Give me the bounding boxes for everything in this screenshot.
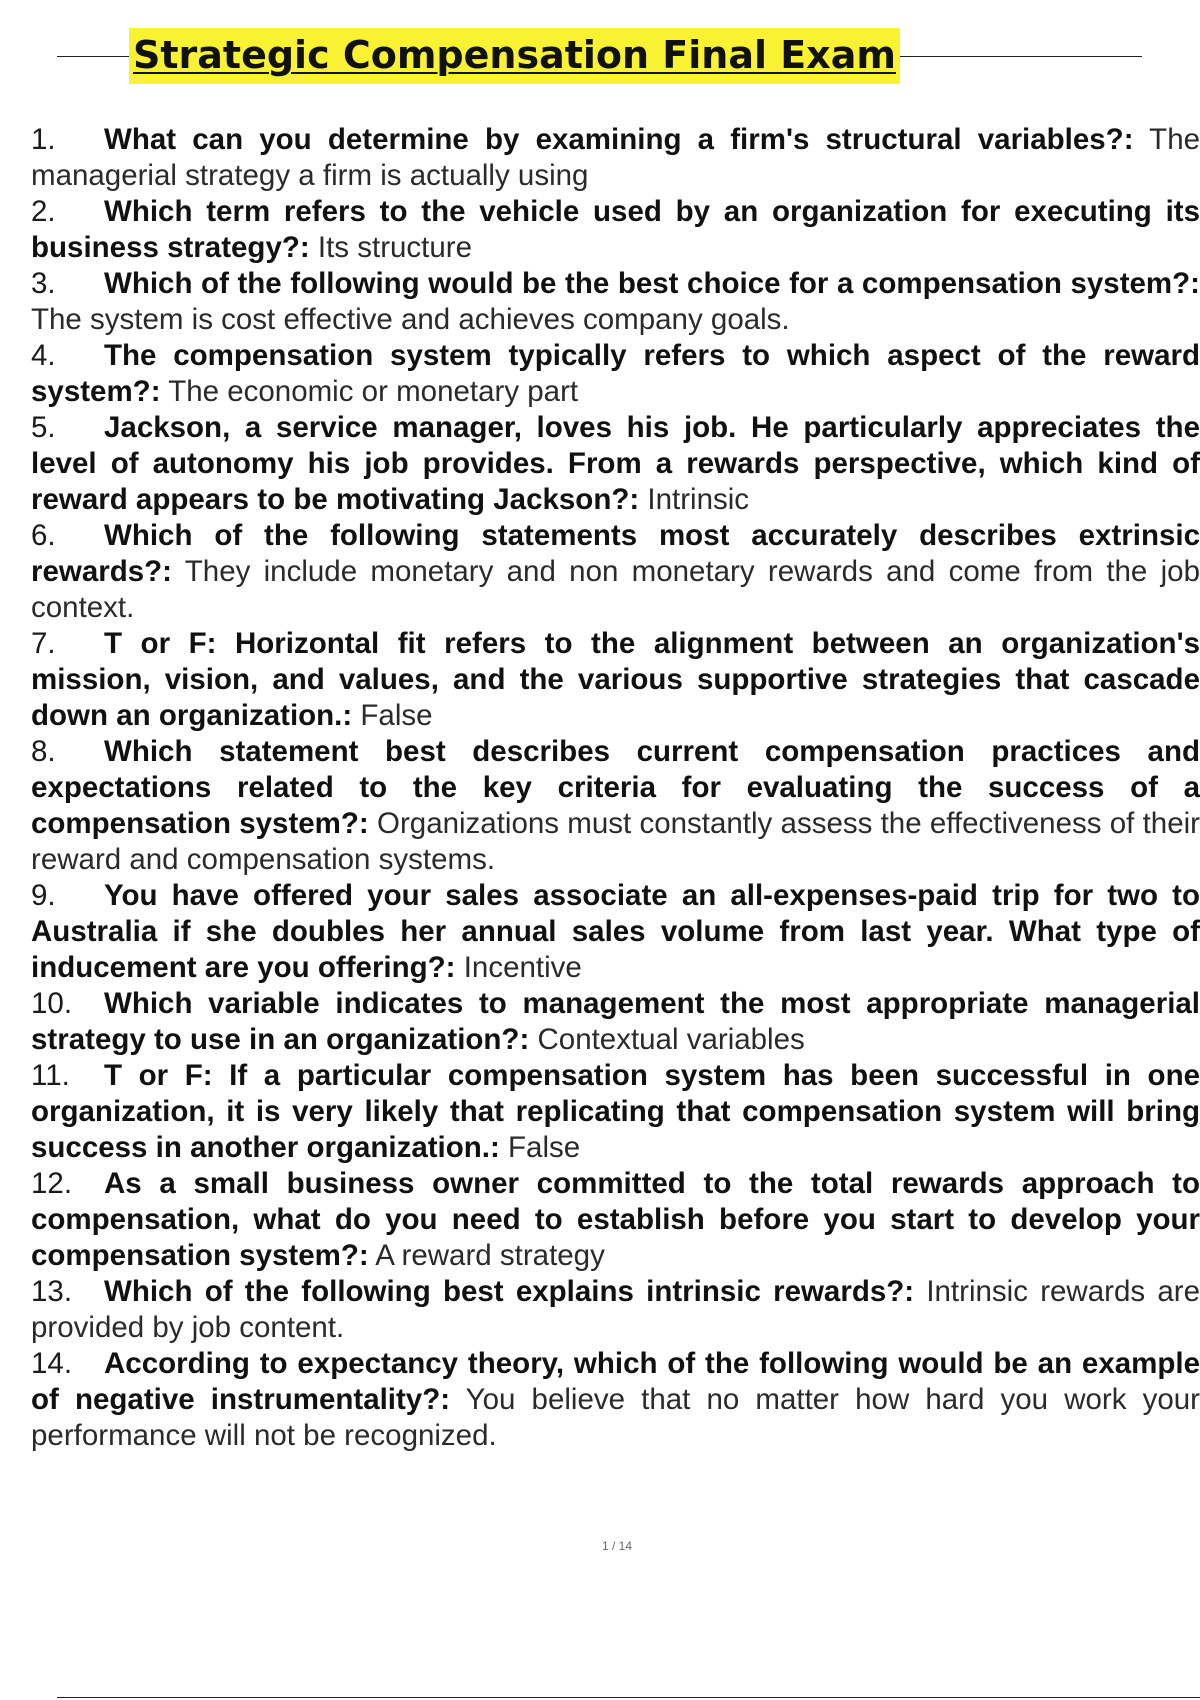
question-number: 6. [31, 519, 56, 552]
question-number: 8. [31, 735, 56, 768]
answer-text: A reward strategy [375, 1239, 605, 1272]
question-item [31, 1058, 1200, 1166]
question-number: 5. [31, 411, 56, 444]
question-text: Which variable indicates to management the most appropriate managerial strategy to use in an organization?: [31, 987, 1200, 1056]
question-text: Jackson, a service manager, loves his job. He particularly appreciates the level of autonomy his job provides. From a rewards perspective, which kind of reward appears to be motivating Jackson?: [31, 411, 1200, 516]
question-number: 12. [31, 1167, 73, 1200]
answer-text: You believe that no matter how hard you work your performance will not be recognized. [31, 1383, 1200, 1452]
question-number: 13. [31, 1275, 73, 1308]
answer-text: They include monetary and non monetary rewards and come from the job context. [31, 555, 1200, 624]
question-text: T or F: Horizontal fit refers to the alignment between an organization's mission, vision, and values, and the various supportive strategies that cascade down an organization.: [31, 627, 1200, 732]
question-item [31, 266, 1200, 338]
question-text: T or F: If a particular compensation system has been successful in one organization, it is very likely that replicating that compensation system will bring success in another organization.: [31, 1059, 1200, 1164]
question-number: 10. [31, 987, 73, 1020]
question-text: What can you determine by examining a firm's structural variables?: [104, 123, 1134, 156]
question-number: 2. [31, 195, 56, 228]
question-text: The compensation system typically refers to which aspect of the reward system?: [31, 339, 1200, 408]
question-item [31, 338, 1200, 410]
answer-text: False [508, 1131, 581, 1164]
question-item [31, 878, 1200, 986]
question-number: 3. [31, 267, 56, 300]
question-item [31, 194, 1200, 266]
question-text: Which of the following best explains intrinsic rewards?: [104, 1275, 915, 1308]
question-item [31, 626, 1200, 734]
question-number: 7. [31, 627, 56, 660]
answer-text: Incentive [463, 951, 582, 984]
footer-rule [57, 1697, 1200, 1698]
answer-text: Intrinsic rewards are provided by job content. [31, 1275, 1200, 1344]
question-text: You have offered your sales associate an all-expenses-paid trip for two to Australia if she doubles her annual sales volume from last year. What type of inducement are you offering?: [31, 879, 1200, 984]
question-number: 4. [31, 339, 56, 372]
question-item [31, 122, 1200, 194]
question-item [31, 986, 1200, 1058]
question-number: 11. [31, 1059, 70, 1092]
title-row [57, 22, 1142, 92]
answer-text: The economic or monetary part [168, 375, 579, 408]
question-item [31, 1346, 1200, 1454]
question-number: 9. [31, 879, 56, 912]
answer-text: Intrinsic [647, 483, 750, 516]
question-item [31, 410, 1200, 518]
page-title: Strategic Compensation Final Exam [129, 28, 900, 84]
answer-text: Its structure [317, 231, 473, 264]
question-text: As a small business owner committed to the total rewards approach to compensation, what do you need to establish before you start to develop your compensation system?: [31, 1167, 1200, 1272]
question-text: According to expectancy theory, which of the following would be an example of negative instrumentality?: [31, 1347, 1200, 1416]
answer-text: The system is cost effective and achieves company goals. [31, 303, 790, 336]
question-text: Which statement best describes current compensation practices and expectations related to the key criteria for evaluating the success of a compensation system?: [31, 735, 1200, 840]
question-number: 14. [31, 1347, 73, 1380]
question-item [31, 734, 1200, 878]
question-item [31, 518, 1200, 626]
page-number: 1 / 14 [601, 1539, 633, 1553]
answer-text: Organizations must constantly assess the effectiveness of their reward and compensation systems. [31, 807, 1200, 876]
answer-text: False [360, 699, 433, 732]
answer-text: Contextual variables [537, 1023, 805, 1056]
question-text: Which term refers to the vehicle used by an organization for executing its business strategy?: [31, 195, 1200, 264]
question-item [31, 1274, 1200, 1346]
question-text: Which of the following statements most accurately describes extrinsic rewards?: [31, 519, 1200, 588]
question-item [31, 1166, 1200, 1274]
question-text: Which of the following would be the best choice for a compensation system?: [104, 267, 1200, 300]
question-number: 1. [31, 123, 56, 156]
answer-text: The managerial strategy a firm is actually using [31, 123, 1200, 192]
question-list [31, 122, 1200, 1454]
